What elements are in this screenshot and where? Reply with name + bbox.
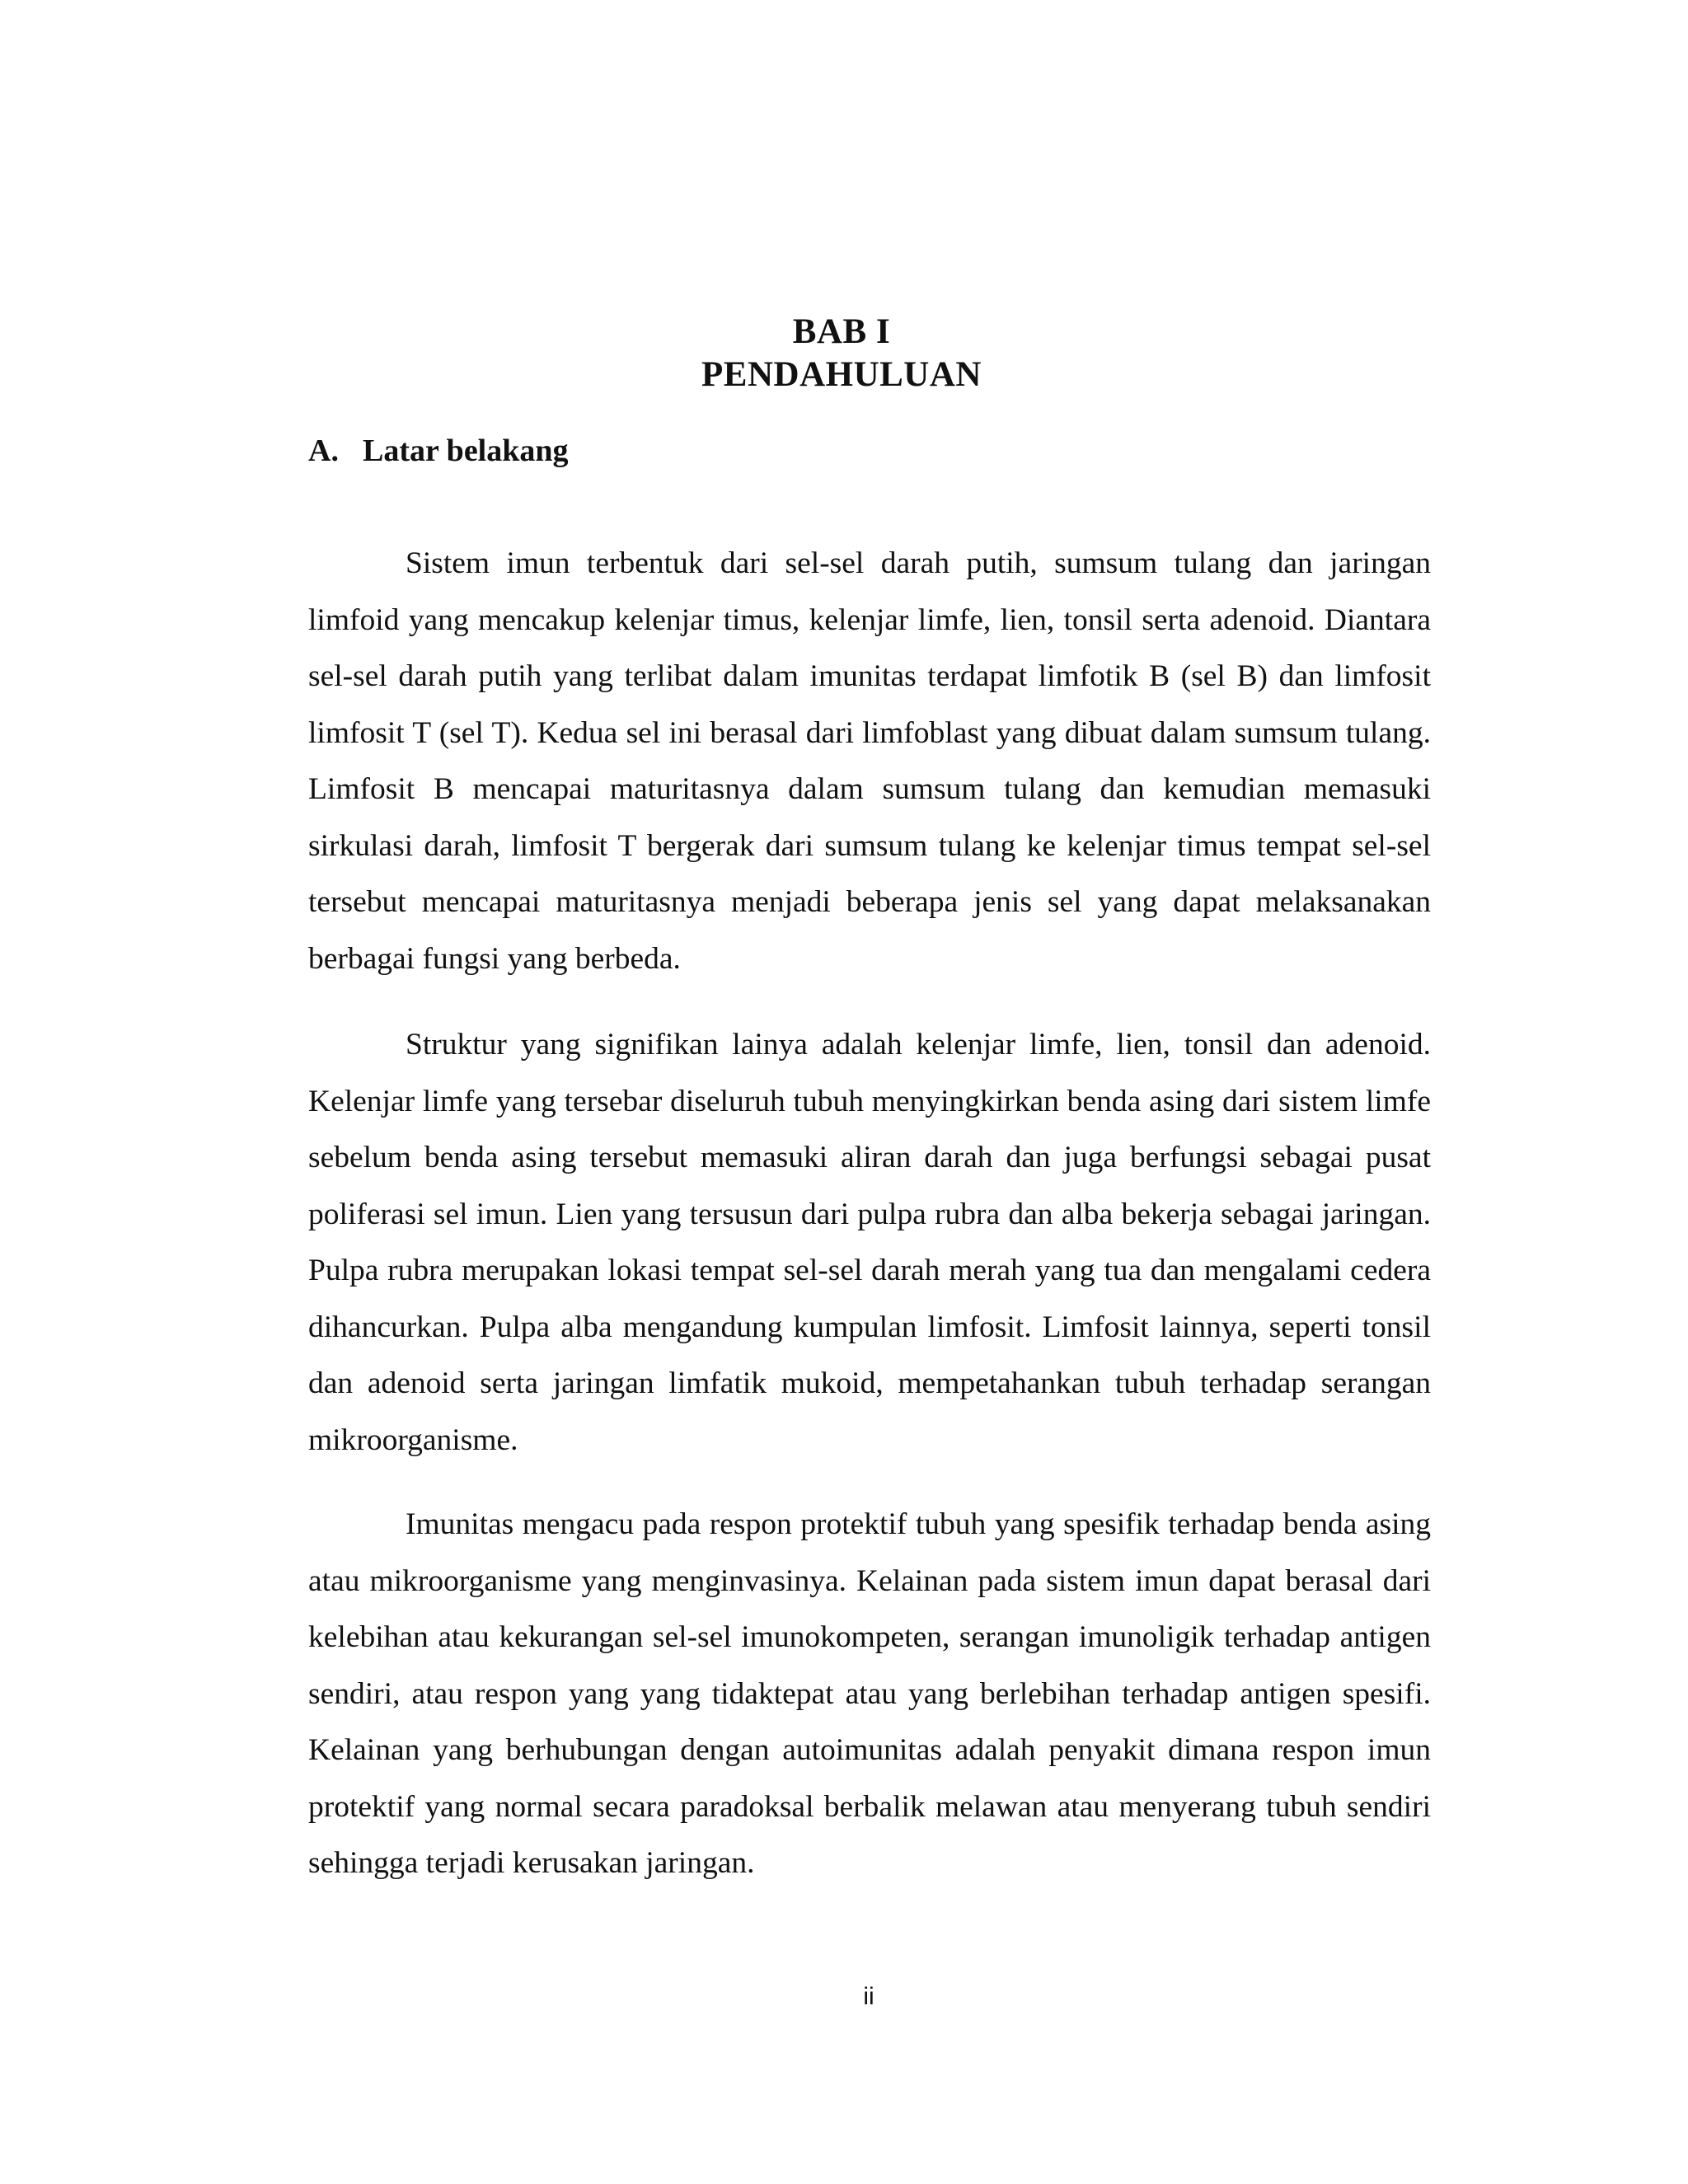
chapter-title: PENDAHULUAN <box>701 355 982 394</box>
body-paragraph-3: Imunitas mengacu pada respon protektif tubuh yang spesifik terhadap benda asing atau mikroorganisme yang menginvasinya. Kelainan pada sistem imun dapat berasal dari kelebihan atau kekurangan sel-sel imunokompeten, serangan imunoligik terhadap antigen sendiri, atau respon yang yang tidaktepat atau yang berlebihan terhadap antigen spesifi. Kelainan yang berhubungan dengan autoimunitas adalah penyakit dimana respon imun protektif yang normal secara paradoksal berbalik melawan atau menyerang tubuh sendiri sehingga terjadi kerusakan jaringan. <box>308 1507 1431 1880</box>
page-number: ii <box>863 1983 874 2010</box>
section-heading <box>308 435 569 466</box>
body-paragraph-2: Struktur yang signifikan lainya adalah kelenjar limfe, lien, tonsil dan adenoid. Kelenjar limfe yang tersebar diseluruh tubuh menyingkirkan benda asing dari sistem limfe sebelum benda asing tersebut memasuki aliran darah dan juga berfungsi sebagai pusat poliferasi sel imun. Lien yang tersusun dari pulpa rubra dan alba bekerja sebagai jaringan. Pulpa rubra merupakan lokasi tempat sel-sel darah merah yang tua dan mengalami cedera dihancurkan. Pulpa alba mengandung kumpulan limfosit. Limfosit lainnya, seperti tonsil dan adenoid serta jaringan limfatik mukoid, mempetahankan tubuh terhadap serangan mikroorganisme. <box>308 1028 1431 1457</box>
section-number: A. <box>308 434 339 468</box>
section-title: Latar belakang <box>363 434 569 468</box>
body-paragraph-1: Sistem imun terbentuk dari sel-sel darah putih, sumsum tulang dan jaringan limfoid yang mencakup kelenjar timus, kelenjar limfe, lien, tonsil serta adenoid. Diantara sel-sel darah putih yang terlibat dalam imunitas terdapat limfotik B (sel B) dan limfosit limfosit T (sel T). Kedua sel ini berasal dari limfoblast yang dibuat dalam sumsum tulang. Limfosit B mencapai maturitasnya dalam sumsum tulang dan kemudian memasuki sirkulasi darah, limfosit T bergerak dari sumsum tulang ke kelenjar timus tempat sel-sel tersebut mencapai maturitasnya menjadi beberapa jenis sel yang dapat melaksanakan berbagai fungsi yang berbeda. <box>308 546 1431 976</box>
chapter-number: BAB I <box>792 312 891 351</box>
